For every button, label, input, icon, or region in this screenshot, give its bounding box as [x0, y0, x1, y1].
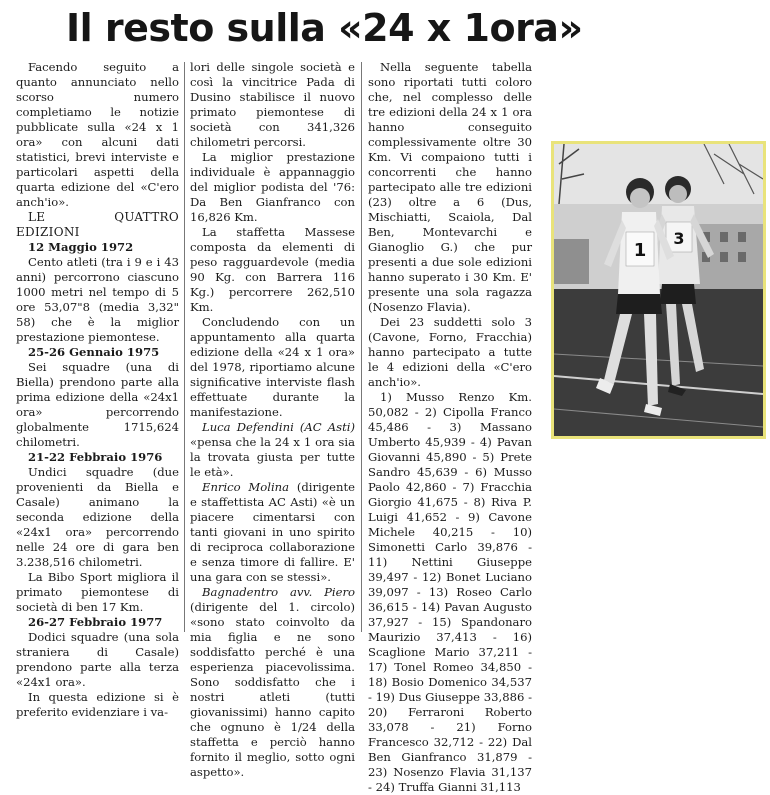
runners-photo-illustration: [554, 144, 763, 436]
quote-text: «pensa che la 24 x 1 ora sia la trovata giusta per tutte le età».: [190, 435, 355, 479]
edition-date: 21-22 Febbraio 1976: [28, 450, 163, 464]
paragraph: lori delle singole società e così la vincitrice Pada di Dusino stabilisce il nuovo primato piemontese di società con 341,326 chilometri percorsi.: [190, 60, 355, 149]
paragraph: Dei 23 suddetti solo 3 (Cavone, Forno, Fracchia) hanno partecipato a tutte le 4 edizioni della «C'ero anch'io».: [368, 315, 532, 389]
edition-text: Cento atleti (tra i 9 e i 43 anni) percorrono ciascuno 1000 metri nel tempo di 5 ore 53,07"8 (media 3,32" 58) che è la miglior prestazione piemontese.: [16, 255, 179, 344]
article-column-1: [16, 60, 179, 720]
edition-text: Dodici squadre (una sola straniera di Casale) prendono parte alla terza «24x1 ora».: [16, 630, 179, 689]
edition-date: 12 Maggio 1972: [28, 240, 134, 254]
edition-text: La Bibo Sport migliora il primato piemontese di società di ben 17 Km.: [16, 570, 179, 614]
interviewee-name: Enrico Molina: [202, 480, 290, 494]
paragraph: La miglior prestazione individuale è appannaggio del miglior podista del '76: Da Ben Gianfranco con 16,826 Km.: [190, 150, 355, 224]
edition-text: Undici squadre (due provenienti da Biella e Casale) animano la seconda edizione della «24x1 ora» percorrendo nelle 24 ore di gara ben 3.238,516 chilometri.: [16, 465, 179, 569]
column-divider: [361, 62, 362, 632]
interview-quote: [190, 585, 355, 780]
interviewee-name: Luca Defendini (AC Asti): [202, 420, 355, 434]
paragraph: Concludendo con un appuntamento alla quarta edizione della «24 x 1 ora» del 1978, riportiamo alcune significative interviste flash effettuate durante la manifestazione.: [190, 315, 355, 419]
edition-text: Sei squadre (una di Biella) prendono parte alla prima edizione della «24x1 ora» percorrendo globalmente 1715,624 chilometri.: [16, 360, 179, 449]
quote-text: (dirigente del 1. circolo) «sono stato coinvolto da mia figlia e ne sono soddisfatto perché è una esperienza piacevolissima. Sono soddisfatto che i nostri atleti (tutti giovanissimi) hanno capito che ognuno è 1/24 della staffetta e perciò hanno fornito il meglio, sotto ogni aspetto».: [190, 600, 355, 779]
paragraph: Nella seguente tabella sono riportati tutti coloro che, nel complesso delle tre edizioni della 24 x 1 ora hanno conseguito complessivamente oltre 30 Km. Vi compaiono tutti i concorrenti che hanno partecipato alle tre edizioni (23) oltre a 6 (Dus, Mischiatti, Scaiola, Dal Ben, Montevarchi e Gianoglio G.) che pur presenti a due sole edizioni hanno superato i 30 Km. E' presente una sola ragazza (Nosenzo Flavia).: [368, 60, 532, 314]
interview-quote: [190, 480, 355, 585]
bib-number: 1: [633, 240, 647, 261]
runners-photo: [551, 141, 766, 439]
edition-date: 26-27 Febbraio 1977: [28, 615, 163, 629]
interviewee-name: Bagnadentro avv. Piero: [202, 585, 355, 599]
ranking-list: 1) Musso Renzo Km. 50,082 - 2) Cipolla Franco 45,486 - 3) Massano Umberto 45,939 - 4) Pavan Giovanni 45,890 - 5) Prete Sandro 45,639 - 6) Musso Paolo 42,860 - 7) Fracchia Giorgio 41,675 - 8) Riva P. Luigi 41,652 - 9) Cavone Michele 40,215 - 10) Simonetti Carlo 39,876 - 11) Nettini Giuseppe 39,497 - 12) Bonet Luciano 39,097 - 13) Roseo Carlo 36,615 - 14) Pavan Augusto 37,927 - 15) Spandonaro Maurizio 37,413 - 16) Scaglione Mario 37,211 - 17) Tonel Romeo 34,850 - 18) Bosio Domenico 34,537 - 19) Dus Giuseppe 33,886 - 20) Ferraroni Roberto 33,078 - 21) Forno Francesco 32,712 - 22) Dal Ben Gianfranco 31,879 - 23) Nosenzo Flavia 31,137 - 24) Truffa Gianni 31,113: [368, 390, 532, 794]
edition-text: In questa edizione si è preferito evidenziare i va-: [16, 690, 179, 719]
section-title: LE QUATTRO EDIZIONI: [16, 210, 179, 239]
article-column-2: [190, 60, 355, 780]
article-column-3: [368, 60, 532, 795]
interview-quote: [190, 420, 355, 480]
article-headline: Il resto sulla «24 x 1ora»: [66, 6, 583, 50]
bib-number: 3: [673, 229, 685, 248]
edition-date: 25-26 Gennaio 1975: [28, 345, 160, 359]
paragraph: La staffetta Massese composta da elementi di peso ragguardevole (media 90 Kg. con Barrera 116 Kg.) percorrere 262,510 Km.: [190, 225, 355, 314]
column-divider: [184, 62, 185, 632]
intro-paragraph: Facendo seguito a quanto annunciato nello scorso numero completiamo le notizie pubblicate sulla «24 x 1 ora» con alcuni dati statistici, brevi interviste e particolari aspetti della quarta edizione del «C'ero anch'io».: [16, 60, 179, 209]
quote-text: (dirigente e staffettista AC Asti) «è un piacere cimentarsi con tanti giovani in uno spirito di reciproca collaborazione e senza timore di fallire. E' una gara con se stessi».: [190, 480, 355, 584]
